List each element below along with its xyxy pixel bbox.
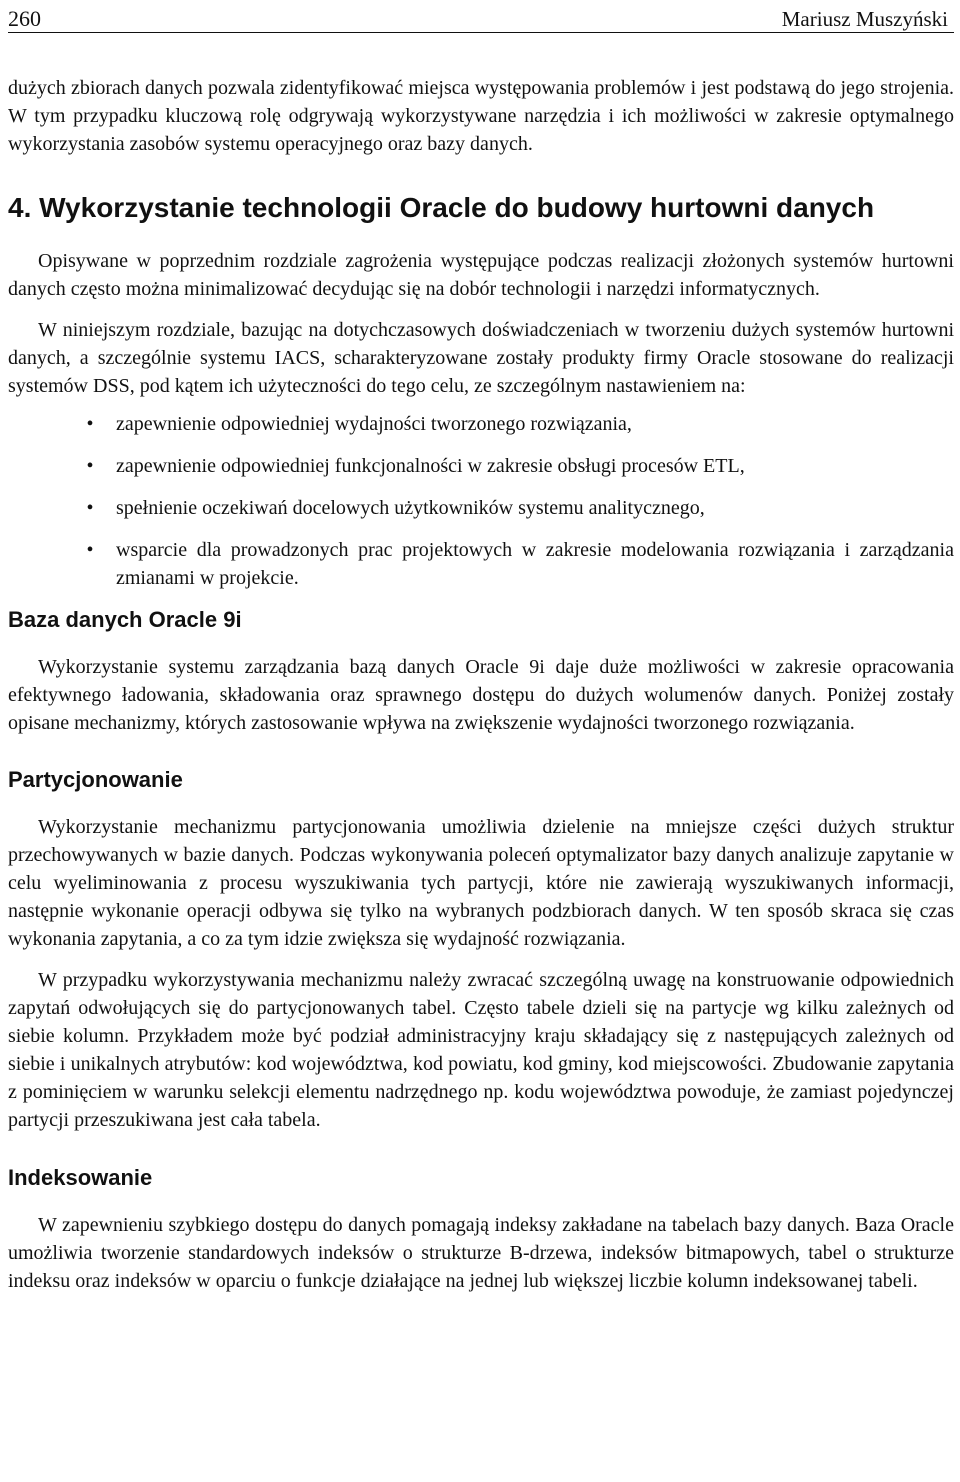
section-paragraph: W niniejszym rozdziale, bazując na dotychczasowych doświadczeniach w tworzeniu dużych systemów hurtowni danych, a szczególnie systemu IACS, scharakteryzowane zostały produkty firmy Oracle stosowane do realizacji systemów DSS, pod kątem ich użyteczności do tego celu, ze szczególnym nastawieniem na: bbox=[8, 319, 954, 397]
bullet-item bbox=[8, 494, 954, 522]
bullet-item bbox=[8, 452, 954, 480]
bullet-symbol: • bbox=[86, 539, 94, 561]
bullet-item bbox=[8, 536, 954, 592]
section-title: 4. Wykorzystanie technologii Oracle do budowy hurtowni danych bbox=[8, 192, 875, 223]
running-header-author: Mariusz Muszyński bbox=[781, 7, 948, 31]
subsection-oracle-9i bbox=[8, 606, 954, 737]
bullet-list bbox=[8, 410, 954, 592]
bullet-text: wsparcie dla prowadzonych prac projektowych w zakresie modelowania rozwiązania i zarządzania zmianami w projekcie. bbox=[116, 539, 954, 589]
subsection-title: Indeksowanie bbox=[8, 1165, 153, 1190]
bullet-symbol: • bbox=[86, 497, 94, 519]
bullet-item bbox=[8, 410, 954, 438]
bullet-text: zapewnienie odpowiedniej wydajności tworzonego rozwiązania, bbox=[116, 413, 632, 435]
running-header bbox=[8, 0, 954, 33]
subsection-indeksowanie bbox=[8, 1164, 954, 1295]
subsection-paragraph: W przypadku wykorzystywania mechanizmu należy zwracać szczególną uwagę na konstruowanie odpowiednich zapytań odwołujących się do partycjonowanych tabel. Często tabele dzieli się na partycje wg kilku zależnych od siebie kolumn. Przykładem może być podział administracyjny kraju składający się z następujących zależnych od siebie i unikalnych atrybutów: kod województwa, kod powiatu, kod gminy, kod miejscowości. Zbudowanie zapytania z pominięciem w warunku selekcji elementu nadrzędnego np. kodu województwa powoduje, że zamiast pojedynczej partycji przeszukiwana jest cała tabela. bbox=[8, 969, 954, 1131]
page-number: 260 bbox=[8, 6, 41, 31]
subsection-title: Partycjonowanie bbox=[8, 767, 183, 792]
subsection-title: Baza danych Oracle 9i bbox=[8, 607, 242, 632]
section-paragraph: Opisywane w poprzednim rozdziale zagrożenia występujące podczas realizacji złożonych systemów hurtowni danych często można minimalizować decydując się na dobór technologii i narzędzi informatycznych. bbox=[8, 250, 954, 300]
bullet-symbol: • bbox=[86, 413, 94, 435]
subsection-partycjonowanie bbox=[8, 766, 954, 1134]
subsection-paragraph: W zapewnieniu szybkiego dostępu do danych pomagają indeksy zakładane na tabelach bazy danych. Baza Oracle umożliwia tworzenie standardowych indeksów o strukturze B-drzewa, indeksów bitmapowych, tabel o strukturze indeksu oraz indeksów w oparciu o funkcje działające na jednej lub większej liczbie kolumn indeksowanej tabeli. bbox=[8, 1214, 954, 1292]
intro-paragraph: dużych zbiorach danych pozwala zidentyfikować miejsca występowania problemów i jest podstawą do jego strojenia. W tym przypadku kluczową rolę odgrywają wykorzystywane narzędzia i ich możliwości w zakresie optymalnego wykorzystania zasobów systemu operacyjnego oraz bazy danych. bbox=[8, 77, 954, 155]
bullet-text: spełnienie oczekiwań docelowych użytkowników systemu analitycznego, bbox=[116, 497, 705, 519]
bullet-symbol: • bbox=[86, 455, 94, 477]
bullet-text: zapewnienie odpowiedniej funkcjonalności w zakresie obsługi procesów ETL, bbox=[116, 455, 745, 477]
subsection-paragraph: Wykorzystanie systemu zarządzania bazą danych Oracle 9i daje duże możliwości w zakresie opracowania efektywnego ładowania, składowania oraz sprawnego dostępu do dużych wolumenów danych. Poniżej zostały opisane mechanizmy, których zastosowanie wpływa na zwiększenie wydajności tworzonego rozwiązania. bbox=[8, 656, 954, 734]
subsection-paragraph: Wykorzystanie mechanizmu partycjonowania umożliwia dzielenie na mniejsze części dużych struktur przechowywanych w bazie danych. Podczas wykonywania poleceń optymalizator bazy danych analizuje zapytanie w celu wyeliminowania z procesu wyszukiwania tych partycji, które nie zawierają wyszukiwanych informacji, następnie wykonanie operacji odbywa się tylko na wybranych podzbiorach danych. W ten sposób skraca się czas wykonania zapytania, a co za tym idzie zwiększa się wydajność rozwiązania. bbox=[8, 816, 954, 950]
